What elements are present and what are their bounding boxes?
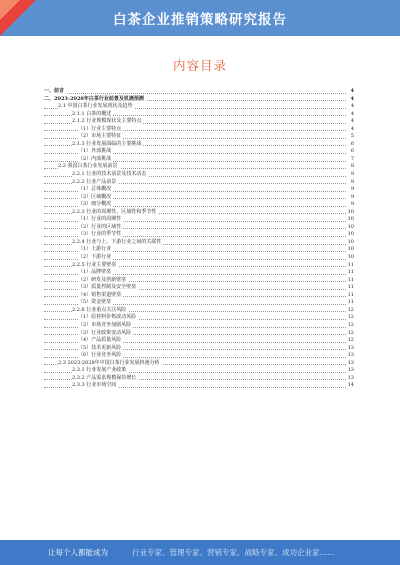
toc-entry-text: （5）资金壁垒 xyxy=(78,299,112,306)
toc-entry-page: 11 xyxy=(347,284,354,291)
toc-entry[interactable] xyxy=(44,382,354,390)
toc-entry-text: （4）产品质量风险 xyxy=(78,337,122,344)
toc-entry[interactable] xyxy=(44,201,354,209)
toc-entry-text: （1）上游行业 xyxy=(78,246,112,253)
toc-entry-page: 13 xyxy=(347,352,354,359)
toc-entry-text: 2.1.1 白茶的概述 xyxy=(72,110,112,117)
toc-entry-text: 2.1.2 行业规模现状及主要特点 xyxy=(72,118,142,125)
toc-entry-page: 9 xyxy=(346,186,354,194)
toc-entry-text: 2.3.2 产品需求规模保持增长 xyxy=(72,374,137,381)
toc-entry[interactable] xyxy=(44,186,354,194)
toc-entry-page: 11 xyxy=(347,276,354,283)
toc-entry[interactable] xyxy=(44,269,354,277)
report-title: 白茶企业推销策略研究报告 xyxy=(113,12,287,28)
toc-entry-text: （2）区域概况 xyxy=(78,193,112,200)
toc-entry-page: 4 xyxy=(346,126,354,134)
toc-entry-text: 2.2.2 行业产品前景 xyxy=(72,178,117,185)
toc-entry-text: 2.2 我国白茶行业发展前景 xyxy=(58,163,118,170)
toc-entry[interactable] xyxy=(44,322,354,330)
toc-entry-page: 9 xyxy=(346,201,354,209)
toc-entry-text: （1）行业主要特点 xyxy=(78,125,122,132)
toc-entry-page: 11 xyxy=(347,291,354,298)
toc-entry-text: （1）外部挑战 xyxy=(78,148,112,155)
toc-entry-page: 14 xyxy=(347,382,354,389)
toc-entry-text: （1）行业的周期性 xyxy=(78,216,122,223)
toc-entry-page: 9 xyxy=(346,171,354,179)
toc-entry[interactable] xyxy=(44,367,354,375)
toc-entry-page: 13 xyxy=(347,359,354,366)
toc-entry-text: 一、前言 xyxy=(44,88,65,94)
toc-entry-page: 10 xyxy=(347,238,354,245)
toc-entry-text: （3）行业政策变动风险 xyxy=(78,329,132,336)
toc-entry-page: 10 xyxy=(347,231,354,238)
toc-entry[interactable] xyxy=(44,88,354,96)
toc-entry-page: 6 xyxy=(346,148,354,156)
toc-entry[interactable] xyxy=(44,96,354,104)
toc-entry-page: 4 xyxy=(346,103,354,111)
toc-entry-page: 10 xyxy=(347,223,354,230)
toc-entry-text: 2.2.4 行业与上、下游行业之间的关联性 xyxy=(72,238,162,245)
toc-entry[interactable] xyxy=(44,103,354,111)
toc-entry-text: 二、2023-2028年白茶行业前景及机遇预测 xyxy=(44,95,144,102)
toc-entry-text: 2.2.6 行业重点关注风险 xyxy=(72,306,127,313)
toc-entry-text: （1）总体概况 xyxy=(78,186,112,193)
toc-entry[interactable] xyxy=(44,284,354,292)
toc-entry-page: 7 xyxy=(346,156,354,164)
toc-entry-page: 8 xyxy=(346,163,354,171)
toc-entry-page: 5 xyxy=(346,133,354,141)
toc-entry-page: 10 xyxy=(347,246,354,253)
toc-entry-page: 12 xyxy=(347,314,354,321)
toc-entry-text: 2.3.1 行业发展产业政策 xyxy=(72,367,127,374)
toc-entry[interactable] xyxy=(44,148,354,156)
toc-entry-text: 2.2.1 行业的技术前景及技术动态 xyxy=(72,171,147,178)
toc-entry-text: 2.1 中国白茶行业发展现状及趋势 xyxy=(58,103,133,110)
toc-entry[interactable] xyxy=(44,216,354,224)
toc-entry[interactable] xyxy=(44,163,354,171)
footer-slogan: 让每个人都能成为 xyxy=(48,548,108,557)
toc-entry[interactable] xyxy=(44,262,354,270)
toc-entry[interactable] xyxy=(44,171,354,179)
toc-entry-text: （1）原材料价格波动风险 xyxy=(78,314,137,321)
toc-entry-page: 13 xyxy=(347,367,354,374)
toc-entry-text: （3）行业的季节性 xyxy=(78,231,122,238)
toc-entry-page: 4 xyxy=(346,111,354,119)
toc-leader-dots xyxy=(44,93,346,94)
toc-entry-text: （6）行业竞争风险 xyxy=(78,352,122,359)
toc-entry-text: 2.1.3 行业发展面临的主要挑战 xyxy=(72,140,142,147)
toc-entry-page: 10 xyxy=(347,216,354,223)
toc-entry[interactable] xyxy=(44,246,354,254)
toc-entry-text: （2）市场竞争加剧风险 xyxy=(78,321,132,328)
toc-entry-page: 13 xyxy=(347,374,354,381)
toc-title: 内容目录 xyxy=(172,58,227,73)
toc-entry[interactable] xyxy=(44,352,354,360)
toc-entry-text: （2）市场主要特征 xyxy=(78,133,122,140)
toc-entry-page: 11 xyxy=(347,299,354,306)
toc-entry[interactable] xyxy=(44,330,354,338)
footer-tagline: 行业专家、管理专家、营销专家、战略专家、成功企业家…… xyxy=(132,548,335,557)
toc-entry-page: 10 xyxy=(347,208,354,215)
toc-entry-text: （1）品牌壁垒 xyxy=(78,269,112,276)
toc-entry[interactable] xyxy=(44,179,354,187)
toc-entry-text: （2）下游行业 xyxy=(78,254,112,261)
report-header-bar xyxy=(0,0,400,36)
toc-entry-page: 12 xyxy=(347,329,354,336)
toc-entry-page: 11 xyxy=(347,269,354,276)
toc-entry-text: （5）技术更新风险 xyxy=(78,344,122,351)
toc-entry[interactable] xyxy=(44,231,354,239)
toc-entry-page: 4 xyxy=(346,118,354,126)
toc-entry-text: 2.2.5 行业主要壁垒 xyxy=(72,261,117,268)
toc-entry-text: （3）细分概况 xyxy=(78,201,112,208)
toc-entry-page: 10 xyxy=(347,254,354,261)
toc-entry[interactable] xyxy=(44,133,354,141)
toc-entry-text: （2）行业的区域性 xyxy=(78,223,122,230)
toc-entry-text: （2）研发及创新壁垒 xyxy=(78,276,127,283)
toc-entry-text: （3）质量控制及安全壁垒 xyxy=(78,284,137,291)
toc-entry-page: 9 xyxy=(346,194,354,202)
toc-entry-page: 6 xyxy=(346,141,354,149)
toc-entry[interactable] xyxy=(44,299,354,307)
toc-entry[interactable] xyxy=(44,337,354,345)
toc-entry-text: （2）内部挑战 xyxy=(78,155,112,162)
toc-entry-text: （4）销售渠道壁垒 xyxy=(78,291,122,298)
toc-entry-page: 9 xyxy=(346,179,354,187)
toc-entry-page: 13 xyxy=(347,344,354,351)
toc-entry-page: 4 xyxy=(346,96,354,104)
toc-entry[interactable] xyxy=(44,254,354,262)
toc-entry-text: 2.3 2023-2028年中国白茶行业发展机遇分析 xyxy=(58,359,160,366)
toc-entry[interactable] xyxy=(44,118,354,126)
toc-entry-page: 4 xyxy=(346,88,354,96)
toc-entry-text: 2.2.3 行业的周期性、区域性和季节性 xyxy=(72,208,157,215)
table-of-contents xyxy=(44,88,354,390)
toc-entry-page: 12 xyxy=(347,321,354,328)
toc-entry[interactable] xyxy=(44,314,354,322)
toc-entry[interactable] xyxy=(44,345,354,353)
toc-entry-page: 12 xyxy=(347,306,354,313)
toc-entry-page: 12 xyxy=(347,337,354,344)
toc-entry-page: 11 xyxy=(347,261,354,268)
toc-entry-text: 2.3.3 行业市场空间 xyxy=(72,382,117,389)
footer-bar xyxy=(0,540,400,565)
